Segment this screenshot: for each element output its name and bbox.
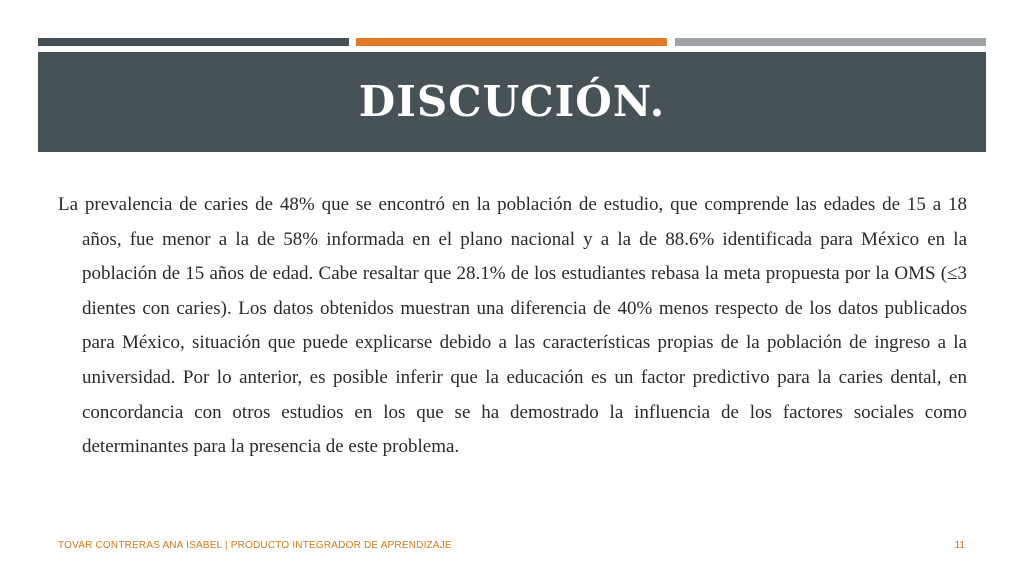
slide-title: DISCUCIÓN. xyxy=(358,77,666,126)
body-paragraph: La prevalencia de caries de 48% que se encontró en la población de estudio, que comprende las edades de 15 a 18 años, fue menor a la de 58% informada en el plano nacional y a la de 88.6% identificada para México en la población de 15 años de edad. Cabe resaltar que 28.1% de los estudiantes rebasa la meta propuesta por la OMS (≤3 dientes con caries). Los datos obtenidos muestran una diferencia de 40% menos respecto de los datos publicados para México, situación que puede explicarse debido a las características propias de la población de ingreso a la universidad. Por lo anterior, es posible inferir que la educación es un factor predictivo para la caries dental, en concordancia con otros estudios en los que se ha demostrado la influencia de los factores sociales como determinantes para la presencia de este problema. xyxy=(58,194,967,458)
footer-page-number: 11 xyxy=(954,540,965,551)
footer-author: TOVAR CONTRERAS ANA ISABEL | PRODUCTO INTEGRADOR DE APRENDIZAJE xyxy=(58,540,452,551)
accent-bar-gray xyxy=(675,38,986,46)
accent-bar-orange xyxy=(356,38,667,46)
accent-bar-dark xyxy=(38,38,349,46)
